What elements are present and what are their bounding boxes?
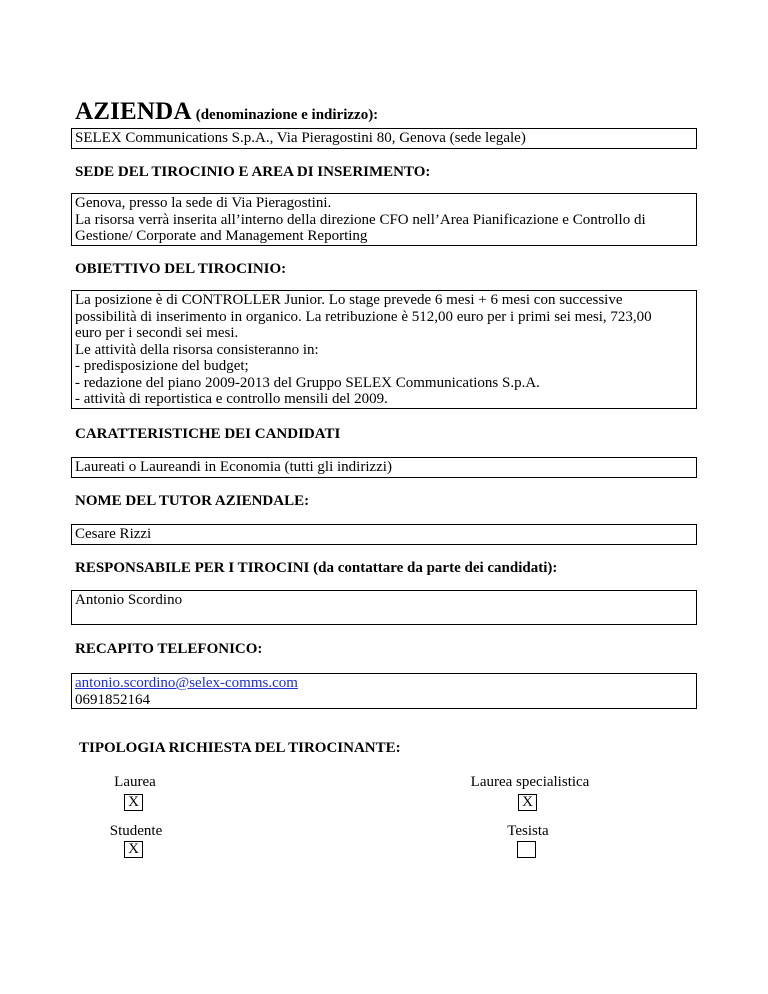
sede-heading: SEDE DEL TIROCINIO E AREA DI INSERIMENTO: (75, 164, 431, 180)
option-label-laurea-specialistica: Laurea specialistica (470, 774, 590, 790)
phone-value: 0691852164 (75, 691, 150, 708)
responsabile-heading: RESPONSABILE PER I TIROCINI (da contattare da parte dei candidati): (75, 560, 558, 576)
sede-line: Gestione/ Corporate and Management Reporting (75, 228, 368, 244)
azienda-subtitle: (denominazione e indirizzo): (195, 107, 379, 123)
tutor-value: Cesare Rizzi (75, 526, 152, 542)
checkbox-laurea-specialistica[interactable]: X (518, 794, 537, 811)
sede-line: La risorsa verrà inserita all’interno della direzione CFO nell’Area Pianificazione e Controllo di (75, 211, 646, 228)
option-label-tesista: Tesista (507, 823, 549, 839)
azienda-field (71, 128, 697, 149)
checkbox-laurea[interactable]: X (124, 794, 143, 811)
option-label-laurea: Laurea (114, 774, 156, 790)
obiettivo-line: euro per i secondi sei mesi. (75, 325, 239, 341)
tutor-field (71, 524, 697, 545)
checkbox-studente[interactable]: X (124, 841, 143, 858)
obiettivo-line: - attività di reportistica e controllo mensili del 2009. (75, 391, 388, 407)
tipologia-heading: TIPOLOGIA RICHIESTA DEL TIROCINANTE: (79, 740, 401, 756)
azienda-title: AZIENDA (75, 98, 192, 125)
obiettivo-field (71, 290, 697, 409)
responsabile-field (71, 590, 697, 625)
azienda-heading (75, 98, 378, 126)
obiettivo-line: La posizione è di CONTROLLER Junior. Lo stage prevede 6 mesi + 6 mesi con successive (75, 292, 623, 308)
option-label-studente: Studente (109, 823, 163, 839)
obiettivo-heading: OBIETTIVO DEL TIROCINIO: (75, 261, 287, 277)
recapito-field (71, 673, 697, 709)
tutor-heading: NOME DEL TUTOR AZIENDALE: (75, 493, 310, 509)
obiettivo-line: - predisposizione del budget; (75, 358, 249, 374)
sede-line: Genova, presso la sede di Via Pieragostini. (75, 195, 332, 211)
obiettivo-line: - redazione del piano 2009-2013 del Gruppo SELEX Communications S.p.A. (75, 374, 540, 391)
obiettivo-line: possibilità di inserimento in organico. La retribuzione è 512,00 euro per i primi sei mesi, 723,00 (75, 308, 652, 325)
recapito-heading: RECAPITO TELEFONICO: (75, 641, 263, 657)
caratteristiche-field (71, 457, 697, 478)
caratteristiche-value: Laureati o Laureandi in Economia (tutti gli indirizzi) (75, 459, 392, 475)
sede-field (71, 193, 697, 246)
azienda-value: SELEX Communications S.p.A., Via Pieragostini 80, Genova (sede legale) (75, 130, 526, 146)
email-link[interactable]: antonio.scordino@selex-comms.com (75, 675, 298, 691)
responsabile-value: Antonio Scordino (75, 592, 183, 608)
obiettivo-line: Le attività della risorsa consisteranno in: (75, 341, 319, 358)
caratteristiche-heading: CARATTERISTICHE DEI CANDIDATI (75, 426, 341, 442)
checkbox-tesista[interactable] (517, 841, 536, 858)
